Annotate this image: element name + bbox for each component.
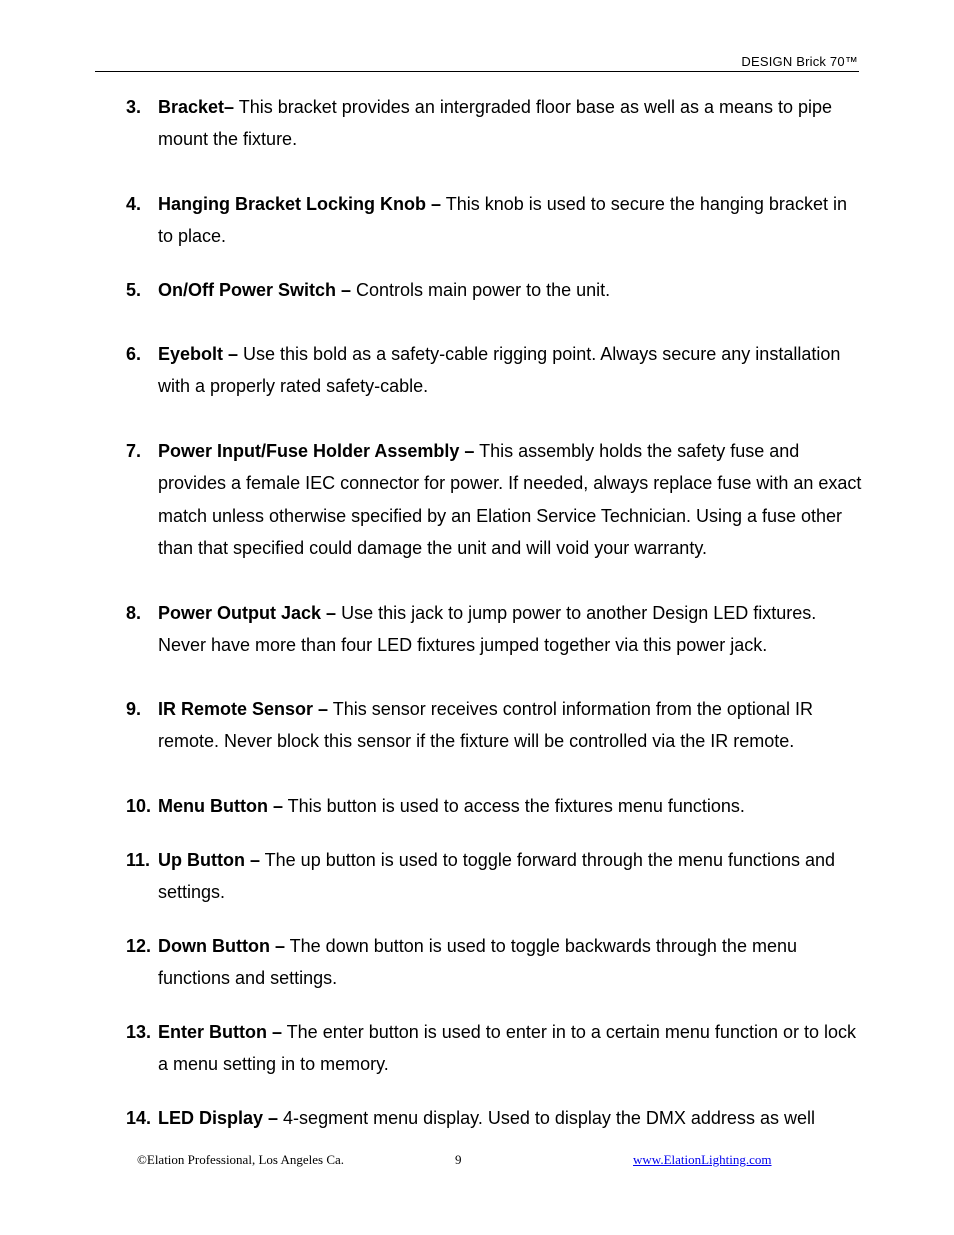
item-number: 7. xyxy=(126,441,142,461)
item-title: IR Remote Sensor – xyxy=(158,699,329,719)
item-number: 5. xyxy=(126,280,142,300)
item-number: 4. xyxy=(126,194,142,214)
item-title: Up Button – xyxy=(158,850,260,870)
item-number: 6. xyxy=(126,344,142,364)
item-description: Use this jack to jump power to another Design LED fixtures. Never have more than four LED fixtures jumped together via this power jack. xyxy=(158,603,817,656)
footer-website-link[interactable]: www.ElationLighting.com xyxy=(633,1152,772,1167)
list-item xyxy=(126,790,862,822)
item-title: Down Button – xyxy=(158,936,285,956)
item-description: This knob is used to secure the hanging bracket in to place. xyxy=(158,194,847,247)
item-number: 3. xyxy=(126,97,142,117)
item-title: Power Output Jack – xyxy=(158,603,337,623)
list-item xyxy=(126,91,862,156)
item-title: Menu Button – xyxy=(158,796,283,816)
header-divider xyxy=(95,71,859,72)
list-item xyxy=(126,435,862,564)
list-item xyxy=(126,274,862,306)
item-number: 9. xyxy=(126,699,142,719)
item-title: Bracket– xyxy=(158,97,235,117)
item-number: 14. xyxy=(126,1108,152,1128)
item-title: On/Off Power Switch – xyxy=(158,280,352,300)
list-item xyxy=(126,338,862,403)
list-item xyxy=(126,1102,862,1134)
list-item xyxy=(126,597,862,662)
item-title: Eyebolt – xyxy=(158,344,239,364)
item-description: The enter button is used to enter in to a certain menu function or to lock a menu setting in to memory. xyxy=(158,1022,857,1075)
item-number: 11. xyxy=(126,850,151,870)
footer-page-number: 9 xyxy=(455,1152,462,1167)
item-description: This button is used to access the fixtures menu functions. xyxy=(282,796,745,816)
footer-copyright: ©Elation Professional, Los Angeles Ca. xyxy=(137,1152,345,1167)
item-number: 8. xyxy=(126,603,142,623)
item-title: Enter Button – xyxy=(158,1022,282,1042)
item-title: Hanging Bracket Locking Knob – xyxy=(158,194,442,214)
item-description: The down button is used to toggle backwards through the menu functions and settings. xyxy=(158,936,797,989)
page-header-title: DESIGN Brick 70™ xyxy=(741,54,858,69)
item-number: 12. xyxy=(126,936,152,956)
list-item xyxy=(126,930,862,995)
item-description: This assembly holds the safety fuse and provides a female IEC connector for power. If needed, always replace fuse with an exact match unless otherwise specified by an Elation Service Technician. Using a fuse other than that specified could damage the unit and will void your warranty. xyxy=(158,441,862,558)
item-title: LED Display – xyxy=(158,1108,279,1128)
item-number: 10. xyxy=(126,796,152,816)
list-item xyxy=(126,1016,862,1081)
list-item xyxy=(126,844,862,909)
item-description: This sensor receives control information from the optional IR remote. Never block this sensor if the fixture will be controlled via the IR remote. xyxy=(158,699,813,752)
item-number: 13. xyxy=(126,1022,152,1042)
item-description: Controls main power to the unit. xyxy=(351,280,611,300)
list-item xyxy=(126,188,862,253)
item-title: Power Input/Fuse Holder Assembly – xyxy=(158,441,475,461)
list-item xyxy=(126,693,862,758)
item-description: This bracket provides an intergraded floor base as well as a means to pipe mount the fixture. xyxy=(158,97,833,150)
item-description: Use this bold as a safety-cable rigging point. Always secure any installation with a properly rated safety-cable. xyxy=(158,344,841,397)
item-description: 4-segment menu display. Used to display the DMX address as well xyxy=(278,1108,815,1128)
item-description: The up button is used to toggle forward through the menu functions and settings. xyxy=(158,850,836,903)
